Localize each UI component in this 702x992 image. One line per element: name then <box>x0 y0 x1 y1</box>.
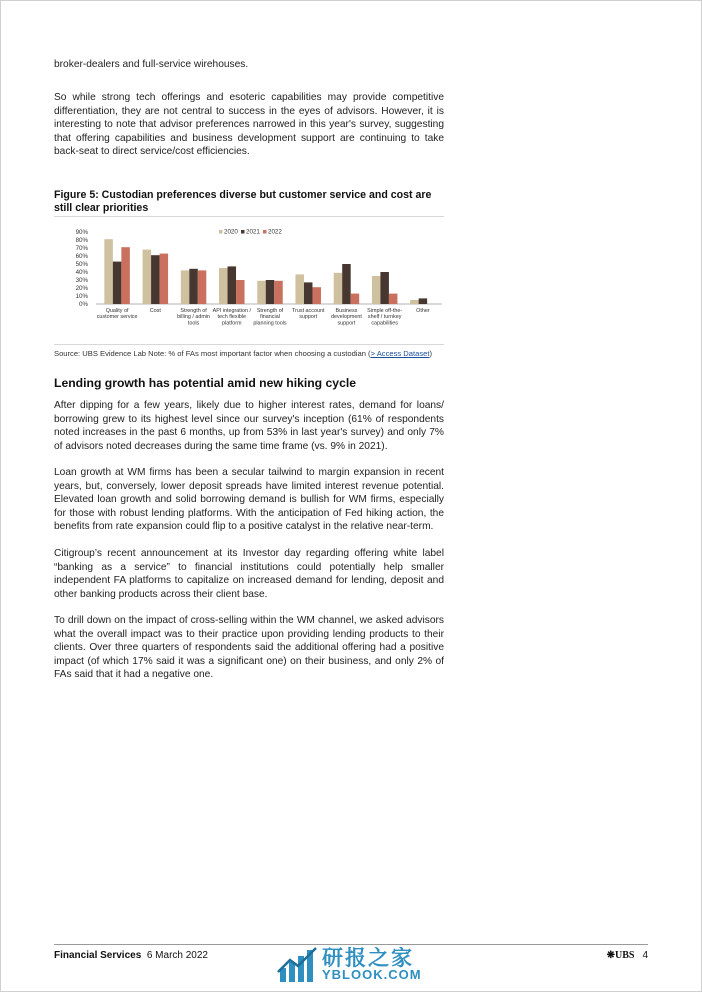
watermark-logo-icon <box>276 942 320 986</box>
y-tick-label: 20% <box>75 285 88 293</box>
legend-label: 2021 <box>246 228 260 236</box>
x-category-label: Strength of financial planning tools <box>253 308 287 327</box>
bar-2022 <box>351 294 360 304</box>
section-heading: Lending growth has potential amid new hiking cycle <box>54 376 357 390</box>
paragraph-tech-offerings: So while strong tech offerings and esoteric capabilities may provide competitive differentiation, they are not central to success in the eyes of advisors. However, it is interesting to note that advisor preferences narrowed in this year's survey, suggesting that offering capabilities and business development support are continuing to take back-seat to direct service/cost efficiencies. <box>54 92 444 157</box>
y-tick-label: 10% <box>75 293 88 301</box>
y-tick-label: 60% <box>75 253 88 261</box>
x-axis-labels <box>97 308 430 326</box>
bar-2021 <box>419 298 428 304</box>
bar-2020 <box>104 239 113 304</box>
bar-2021 <box>228 266 237 304</box>
bar-2020 <box>334 273 343 304</box>
y-tick-label: 30% <box>75 277 88 285</box>
bar-2020 <box>372 276 381 304</box>
y-tick-label: 90% <box>75 229 88 237</box>
bar-2021 <box>189 269 198 304</box>
legend-label: 2022 <box>268 228 282 236</box>
source-note-text: Source: UBS Evidence Lab Note: % of FAs most important factor when choosing a custodian ( <box>54 349 371 358</box>
bar-2020 <box>410 300 419 304</box>
bar-2021 <box>304 282 313 304</box>
paragraph-loan-growth: Loan growth at WM firms has been a secular tailwind to margin expansion in recent years, but, conversely, lower deposit spreads have limited interest revenue potential. Elevated loan growth and solid borrowing demand is bullish for WM firms, especially for those with robust lending platforms. With the anticipation of Fed hiking action, the benefits from rate expansion could flip to a positive catalyst in the relative near-term. <box>54 467 444 532</box>
watermark-english-text: YBLOOK.COM <box>322 967 422 982</box>
source-note-close: ) <box>429 349 432 358</box>
watermark <box>276 942 436 988</box>
paragraph-citigroup: Citigroup’s recent announcement at its Investor day regarding offering white label “banking as a service” to financial institutions could potentially help smaller independent FA platforms to capitalize on increased demand for lending, deposit and other banking products across their client base. <box>54 548 444 600</box>
legend-swatch <box>263 230 267 234</box>
bar-2022 <box>160 254 169 304</box>
bar-2022 <box>389 294 398 304</box>
footer-section-name: Financial Services <box>54 950 142 961</box>
y-tick-label: 40% <box>75 269 88 277</box>
y-tick-label: 0% <box>79 301 88 309</box>
x-category-label: Simple off-the-shelf / turnkey capabilities <box>367 308 403 327</box>
legend-label: 2020 <box>224 228 238 236</box>
ubs-logo: ❋UBS <box>606 950 635 961</box>
legend-swatch <box>241 230 245 234</box>
footer-right <box>607 950 648 961</box>
footer-left <box>54 950 208 961</box>
paragraph-cross-selling: To drill down on the impact of cross-selling within the WM channel, we asked advisors what the overall impact was to their practice upon providing lending products to their clients. Over three quarters of respondents said the additional offering had a positive impact (of which 17% said it was a significant one) on their business, and only 2% of FAs said that it had a negative one. <box>54 615 444 680</box>
bar-2022 <box>312 287 321 304</box>
chart-bars <box>104 239 427 304</box>
x-category-label: Cost <box>149 308 161 314</box>
bar-2021 <box>342 264 351 304</box>
bar-2021 <box>380 272 389 304</box>
x-category-label: Strength of billing / admin tools <box>177 308 211 327</box>
bar-2022 <box>198 270 207 304</box>
bar-2022 <box>274 281 283 304</box>
bar-2022 <box>121 247 130 304</box>
bar-2020 <box>295 274 304 304</box>
footer-rule <box>54 944 648 945</box>
x-category-label: Business development support <box>331 308 362 327</box>
bar-2022 <box>236 280 245 304</box>
y-tick-label: 70% <box>75 245 88 253</box>
figure-bottom-rule <box>54 344 444 345</box>
x-category-label: API integration / tech flexible platform <box>212 308 251 327</box>
figure-title: Figure 5: Custodian preferences diverse but customer service and cost are still clear priorities <box>54 189 432 214</box>
y-tick-label: 50% <box>75 261 88 269</box>
access-dataset-link[interactable]: > Access Dataset <box>370 349 430 358</box>
chart-legend <box>219 229 282 236</box>
legend-swatch <box>219 230 223 234</box>
bar-2020 <box>257 281 266 304</box>
x-category-label: Other <box>416 308 430 314</box>
bar-2021 <box>151 255 160 304</box>
bar-2020 <box>219 268 228 304</box>
bar-2021 <box>266 280 275 304</box>
bar-2020 <box>143 250 152 304</box>
paragraph-lending-demand: After dipping for a few years, likely due to higher interest rates, demand for loans/ borrowing grew to its highest level since our survey's inception (61% of respondents noted increases in the past 6 months, up from 53% in last year's survey) and only 7% of advisors noted decreases during the same time frame (vs. 9% in 2021). <box>54 400 444 452</box>
footer-date: 6 March 2022 <box>146 950 208 961</box>
ubs-logo-text: UBS <box>614 950 635 961</box>
figure-source-note <box>54 349 444 359</box>
x-category-label: Trust account support <box>291 308 325 321</box>
figure-top-rule <box>54 216 444 217</box>
bar-2020 <box>181 270 190 304</box>
page-number: 4 <box>642 950 648 961</box>
y-tick-label: 80% <box>75 237 88 245</box>
custodian-preferences-chart <box>54 222 444 342</box>
bar-2021 <box>113 262 122 304</box>
paragraph-intro: broker-dealers and full-service wirehouses. <box>54 59 249 70</box>
watermark-chinese-text: 研报之家 <box>322 947 414 970</box>
x-category-label: Quality of customer service <box>96 308 138 321</box>
